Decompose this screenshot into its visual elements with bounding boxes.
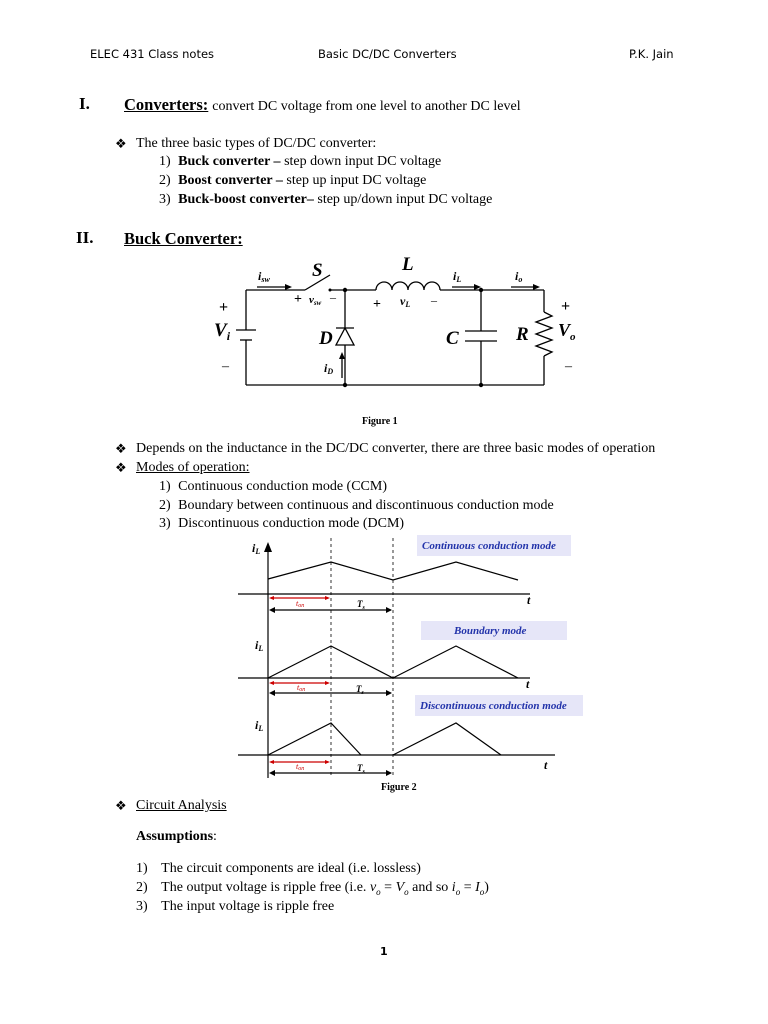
section-2-title: Buck Converter:: [124, 229, 243, 248]
iL-label: iL: [453, 269, 462, 284]
list-text: step up/down input DC voltage: [317, 192, 493, 207]
bullet-icon: ❖: [115, 460, 127, 475]
iL-axis-label-2: iL: [255, 638, 264, 653]
page-number: 1: [380, 945, 388, 958]
circuit-analysis-heading: Circuit Analysis: [136, 798, 227, 813]
list-num: 3): [159, 516, 171, 531]
boundary-label: Boundary mode: [454, 625, 527, 637]
t-axis-label-3: t: [544, 758, 548, 772]
t-axis-label-2: t: [526, 677, 530, 691]
figure-1-caption: Figure 1: [362, 416, 398, 427]
list-num: 3): [159, 192, 171, 207]
diode-label: D: [319, 328, 333, 349]
assumptions-colon: :: [213, 829, 217, 844]
section-1-title: Converters:: [124, 95, 209, 114]
list-num: 1): [159, 154, 171, 169]
list-num: 1): [136, 861, 148, 876]
capacitor-label: C: [446, 328, 459, 349]
list-num: 3): [136, 899, 148, 914]
assumption-item: [136, 899, 334, 915]
list-text: The input voltage is ripple free: [161, 899, 335, 914]
list-text: The circuit components are ideal (i.e. lossless): [161, 861, 421, 876]
list-bold: Boost converter –: [178, 173, 283, 188]
iD-label: iD: [324, 361, 334, 376]
iL-axis-label-3: iL: [255, 718, 264, 733]
list-text: step down input DC voltage: [284, 154, 442, 169]
vi-plus: +: [219, 299, 229, 316]
bullet-icon: ❖: [115, 136, 127, 151]
list-text: Discontinuous conduction mode (DCM): [178, 516, 405, 531]
assumption-item: [136, 880, 489, 897]
types-intro: The three basic types of DC/DC converter:: [136, 136, 377, 151]
modes-heading: Modes of operation:: [136, 460, 250, 475]
list-text: The output voltage is ripple free (i.e. $v_o = V_o$ and so $i_o = I_o$): [161, 880, 489, 897]
header-author: P.K. Jain: [629, 47, 674, 61]
list-text: Boundary between continuous and discontinuous conduction mode: [178, 498, 554, 513]
list-text: step up input DC voltage: [286, 173, 427, 188]
ton-label-1: ton: [296, 599, 305, 609]
list-num: 2): [159, 498, 171, 513]
section-2-numeral: II.: [76, 228, 94, 247]
ccm-label: Continuous conduction mode: [422, 540, 556, 552]
dcm-label: Discontinuous conduction mode: [420, 700, 567, 712]
resistor-label: R: [516, 324, 529, 345]
list-bold: Buck converter –: [178, 154, 281, 169]
vsw-label: vsw: [309, 294, 322, 307]
io-label: io: [515, 269, 523, 284]
header-title: Basic DC/DC Converters: [318, 47, 457, 61]
ton-label-3: ton: [296, 762, 305, 772]
vo-label: $V_o$: [558, 320, 576, 343]
vi-label: $V_i$: [214, 320, 231, 343]
section-1-desc: convert DC voltage from one level to another DC level: [212, 99, 521, 114]
list-text: Continuous conduction mode (CCM): [178, 479, 387, 494]
list-num: 1): [159, 479, 171, 494]
vi-minus: –: [222, 359, 229, 374]
iL-axis-label-1: iL: [252, 541, 261, 556]
list-bold: Buck-boost converter–: [178, 192, 314, 207]
list-num: 2): [136, 880, 148, 895]
vsw-plus: +: [294, 292, 302, 307]
switch-label: S: [312, 260, 323, 281]
ts-label-2: $T_s$: [356, 684, 364, 696]
assumption-item: [136, 861, 421, 877]
inductor-label: L: [402, 254, 414, 275]
header-course: ELEC 431 Class notes: [90, 47, 215, 61]
vo-plus: +: [561, 298, 571, 315]
ts-label-3: $T_s$: [357, 763, 365, 775]
ts-label-1: $T_s$: [357, 599, 365, 611]
figure-2-caption: Figure 2: [381, 782, 417, 793]
modes-intro: Depends on the inductance in the DC/DC converter, there are three basic modes of operation: [136, 441, 656, 456]
vL-minus: –: [431, 293, 437, 307]
vsw-minus: –: [330, 290, 336, 304]
assumptions-title: Assumptions: [136, 829, 214, 844]
bullet-icon: ❖: [115, 798, 127, 813]
isw-label: isw: [258, 269, 270, 284]
vL-label: vL: [400, 294, 411, 309]
section-1-numeral: I.: [79, 94, 90, 113]
t-axis-label-1: t: [527, 593, 531, 607]
assumptions-heading: [136, 829, 217, 845]
vL-plus: +: [373, 297, 381, 312]
ton-label-2: ton: [297, 683, 306, 693]
bullet-icon: ❖: [115, 441, 127, 456]
vo-minus: –: [565, 359, 572, 374]
list-num: 2): [159, 173, 171, 188]
